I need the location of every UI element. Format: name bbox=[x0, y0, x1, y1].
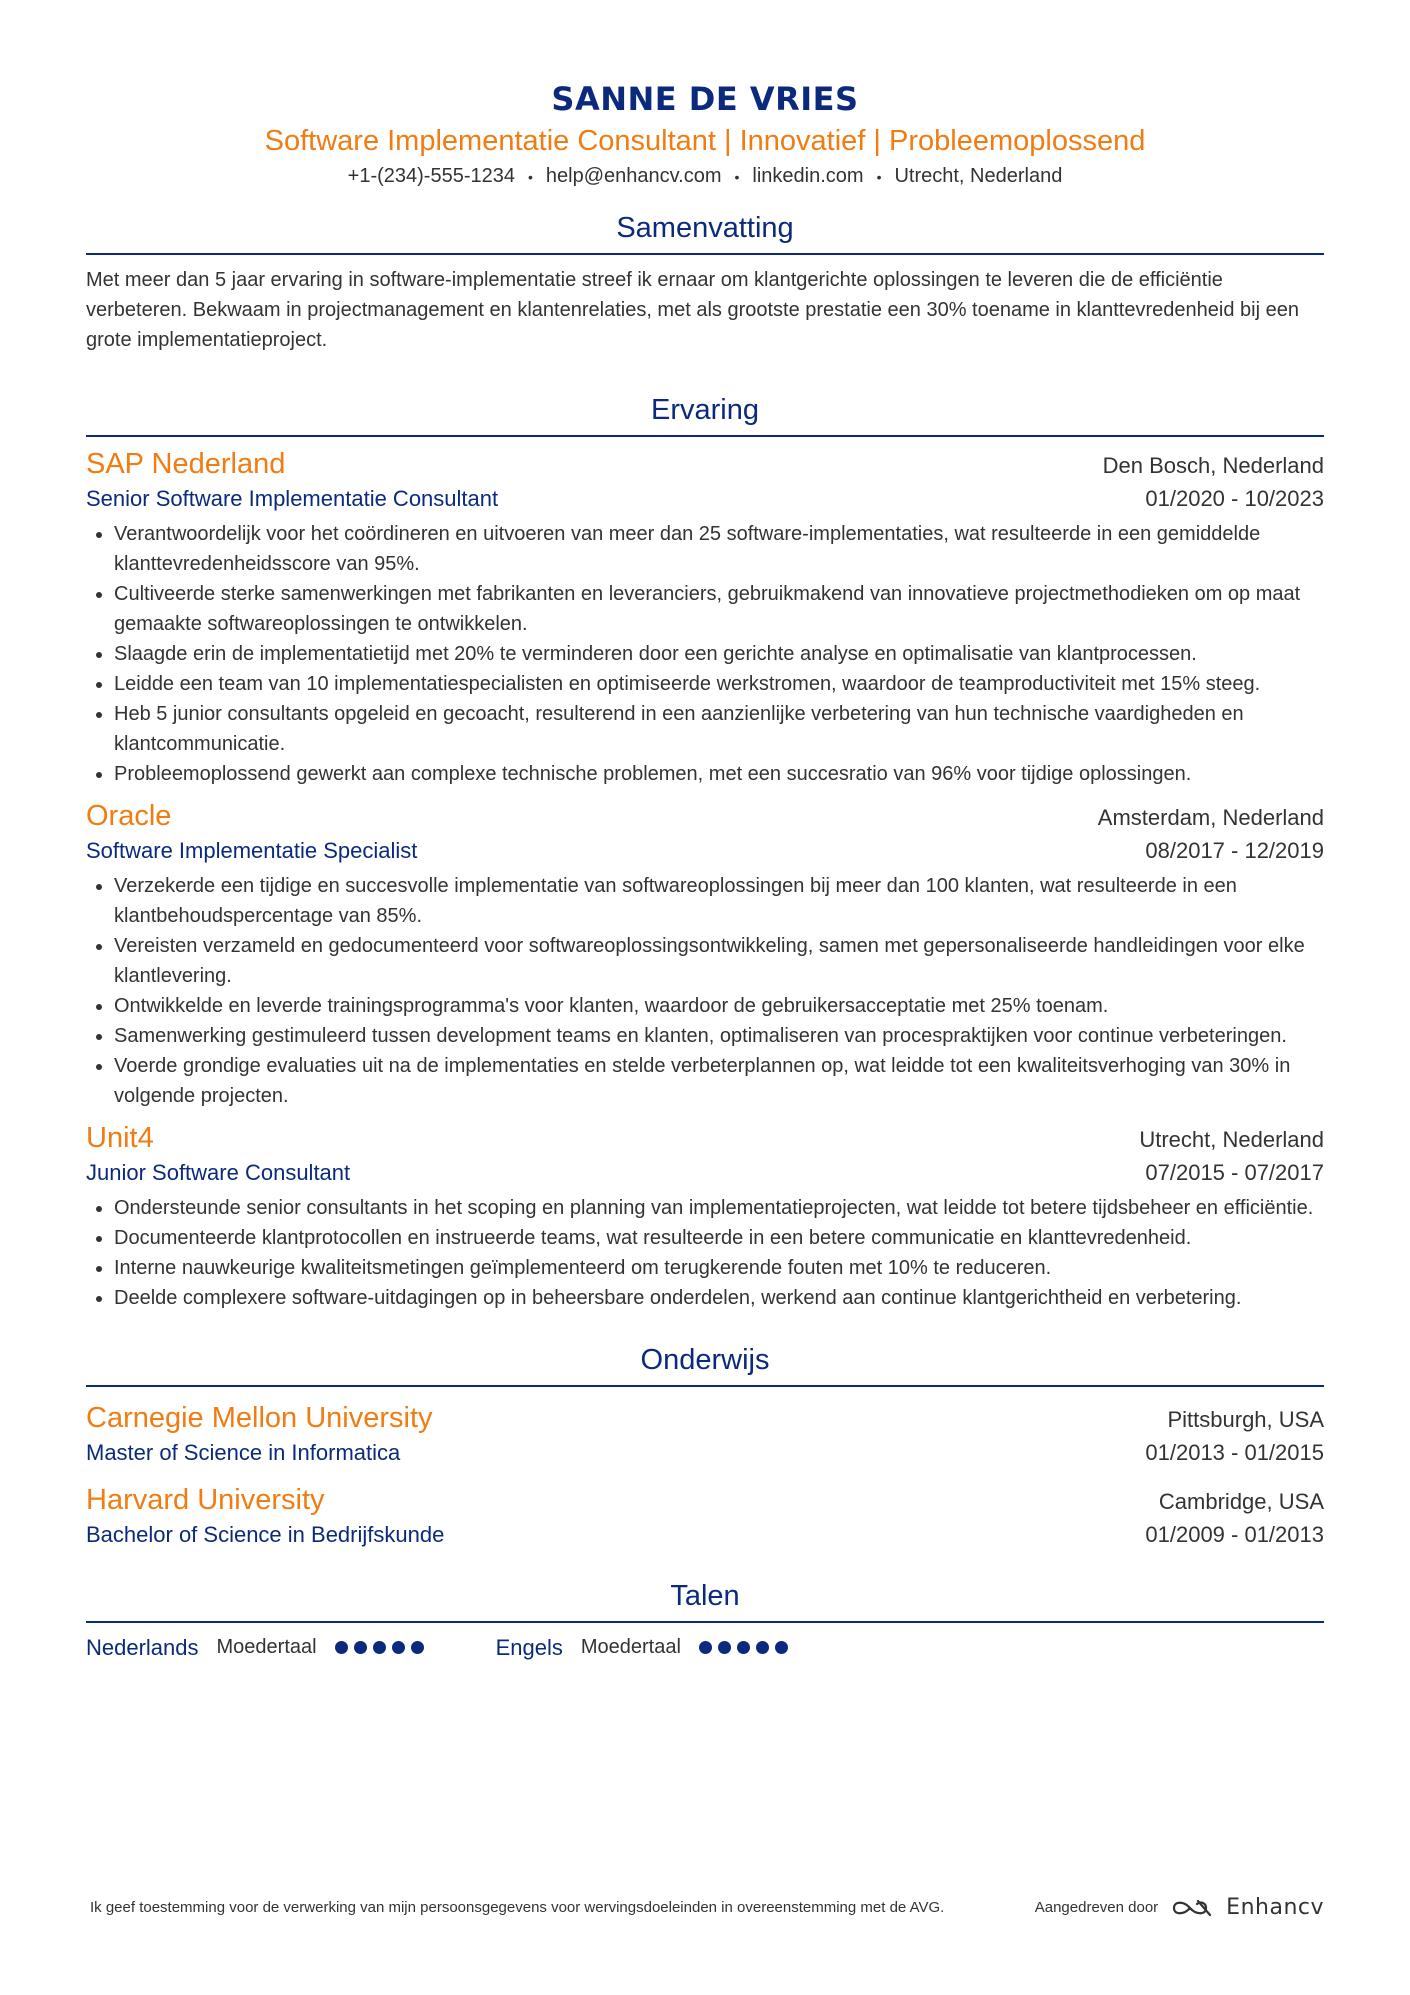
experience-entry bbox=[86, 1119, 1324, 1313]
contact-line bbox=[86, 162, 1324, 191]
job-bullet: • Cultiveerde sterke samenwerkingen met fabrikanten en leveranciers, gebruikmakend van innovatieve projectmethodieken om op maat gemaakte softwareoplossingen te ontwikkelen. bbox=[114, 579, 1324, 639]
job-bullet-list bbox=[86, 1193, 1324, 1313]
education-header-row bbox=[86, 1399, 1324, 1437]
school-location: Cambridge, USA bbox=[1158, 1488, 1324, 1514]
section-divider bbox=[86, 435, 1324, 437]
proficiency-dot bbox=[737, 1641, 750, 1654]
language-entry bbox=[496, 1635, 794, 1661]
job-role: Senior Software Implementatie Consultant bbox=[86, 485, 499, 511]
company-name: Oracle bbox=[86, 799, 172, 832]
company-name: Unit4 bbox=[86, 1121, 154, 1154]
experience-header-row bbox=[86, 1119, 1324, 1157]
language-level: Moedertaal bbox=[216, 1636, 317, 1659]
proficiency-dot bbox=[411, 1641, 424, 1654]
experience-role-row bbox=[86, 483, 1324, 515]
summary-text: Met meer dan 5 jaar ervaring in software-implementatie streef ik ernaar om klantgerichte oplossingen te leveren die de efficiëntie verbeteren. Bekwaam in projectmanagement en klantenrelaties, met als grootste prestatie een 30% toename in klanttevredenheid bij een grote implementatieproject. bbox=[86, 268, 1299, 351]
language-level: Moedertaal bbox=[580, 1636, 681, 1659]
languages-section bbox=[86, 1577, 1324, 1661]
language-entry bbox=[86, 1635, 430, 1661]
job-bullet: • Verantwoordelijk voor het coördineren en uitvoeren van meer dan 25 software-implementaties, wat resulteerde in een gemiddelde klanttevredenheidsscore van 95%. bbox=[114, 519, 1324, 579]
contact-location: Utrecht, Nederland bbox=[894, 165, 1063, 187]
languages-list bbox=[86, 1635, 1324, 1661]
section-divider bbox=[86, 1621, 1324, 1623]
job-bullet: • Deelde complexere software-uitdagingen op in beheersbare onderdelen, werkend aan continue klantgerichtheid en verbetering. bbox=[114, 1283, 1324, 1313]
job-location: Den Bosch, Nederland bbox=[1102, 452, 1324, 478]
resume-footer bbox=[90, 1895, 1324, 1920]
education-degree-row bbox=[86, 1519, 1324, 1551]
section-title-languages: Talen bbox=[670, 1579, 740, 1612]
section-title-education: Onderwijs bbox=[640, 1343, 770, 1376]
experience-entry bbox=[86, 797, 1324, 1111]
proficiency-dot bbox=[718, 1641, 731, 1654]
proficiency-dot bbox=[335, 1641, 348, 1654]
experience-section bbox=[86, 391, 1324, 1313]
experience-header-row bbox=[86, 445, 1324, 483]
section-divider bbox=[86, 253, 1324, 255]
school-location: Pittsburgh, USA bbox=[1167, 1406, 1324, 1432]
contact-separator: • bbox=[876, 168, 882, 185]
job-bullet: • Heb 5 junior consultants opgeleid en gecoacht, resulterend in een aanzienlijke verbetering van hun technische vaardigheden en klantcommunicatie. bbox=[114, 699, 1324, 759]
degree-name: Bachelor of Science in Bedrijfskunde bbox=[86, 1521, 445, 1547]
proficiency-dot bbox=[775, 1641, 788, 1654]
powered-by-label: Aangedreven door bbox=[1034, 1899, 1159, 1916]
proficiency-dot bbox=[699, 1641, 712, 1654]
job-dates: 08/2017 - 12/2019 bbox=[1145, 837, 1324, 863]
resume-header bbox=[86, 0, 1324, 191]
job-bullet: • Voerde grondige evaluaties uit na de implementaties en stelde verbeterplannen op, wat leidde tot een kwaliteitsverhoging van 30% in volgende projecten. bbox=[114, 1051, 1324, 1111]
proficiency-dots bbox=[335, 1641, 430, 1654]
job-bullet-list bbox=[86, 519, 1324, 789]
education-list bbox=[86, 1399, 1324, 1551]
education-dates: 01/2013 - 01/2015 bbox=[1145, 1439, 1324, 1465]
experience-role-row bbox=[86, 1157, 1324, 1189]
enhancv-brand-name: Enhancv bbox=[1226, 1895, 1324, 1920]
contact-phone: +1-(234)-555-1234 bbox=[347, 165, 515, 187]
language-name: Engels bbox=[495, 1634, 563, 1660]
candidate-name: SANNE DE VRIES bbox=[551, 80, 859, 118]
job-bullet-list bbox=[86, 871, 1324, 1111]
job-role: Junior Software Consultant bbox=[86, 1159, 351, 1185]
proficiency-dot bbox=[373, 1641, 386, 1654]
job-location: Amsterdam, Nederland bbox=[1097, 804, 1324, 830]
job-bullet: • Vereisten verzameld en gedocumenteerd voor softwareoplossingsontwikkeling, samen met gepersonaliseerde handleidingen voor elke klantlevering. bbox=[114, 931, 1324, 991]
enhancv-logo-icon bbox=[1170, 1896, 1218, 1920]
job-bullet: • Samenwerking gestimuleerd tussen development teams en klanten, optimaliseren van procespraktijken voor continue verbeteringen. bbox=[114, 1021, 1324, 1051]
job-dates: 07/2015 - 07/2017 bbox=[1145, 1159, 1324, 1185]
job-bullet: • Leidde een team van 10 implementatiespecialisten en optimiseerde werkstromen, waardoor de teamproductiviteit met 15% steeg. bbox=[114, 669, 1324, 699]
section-title-summary: Samenvatting bbox=[616, 211, 794, 244]
experience-role-row bbox=[86, 835, 1324, 867]
education-dates: 01/2009 - 01/2013 bbox=[1145, 1521, 1324, 1547]
proficiency-dot bbox=[354, 1641, 367, 1654]
contact-email: help@enhancv.com bbox=[545, 165, 722, 187]
job-bullet: • Probleemoplossend gewerkt aan complexe technische problemen, met een succesratio van 96% voor tijdige oplossingen. bbox=[114, 759, 1324, 789]
job-dates: 01/2020 - 10/2023 bbox=[1145, 485, 1324, 511]
proficiency-dot bbox=[392, 1641, 405, 1654]
powered-by bbox=[1035, 1895, 1324, 1920]
candidate-tagline: Software Implementatie Consultant | Innovatief | Probleemoplossend bbox=[264, 125, 1146, 157]
proficiency-dot bbox=[756, 1641, 769, 1654]
contact-linkedin: linkedin.com bbox=[752, 165, 864, 187]
section-divider bbox=[86, 1385, 1324, 1387]
education-section bbox=[86, 1341, 1324, 1551]
job-bullet: • Slaagde erin de implementatietijd met 20% te verminderen door een gerichte analyse en optimalisatie van klantprocessen. bbox=[114, 639, 1324, 669]
experience-entry bbox=[86, 445, 1324, 789]
job-bullet: • Ontwikkelde en leverde trainingsprogramma's voor klanten, waardoor de gebruikersacceptatie met 25% toenam. bbox=[114, 991, 1324, 1021]
contact-separator: • bbox=[527, 168, 533, 185]
education-header-row bbox=[86, 1481, 1324, 1519]
job-bullet: • Verzekerde een tijdige en succesvolle implementatie van softwareoplossingen bij meer dan 100 klanten, wat resulteerde in een klantbehoudspercentage van 85%. bbox=[114, 871, 1324, 931]
job-role: Software Implementatie Specialist bbox=[86, 837, 418, 863]
company-name: SAP Nederland bbox=[86, 447, 286, 480]
gdpr-consent-text: Ik geef toestemming voor de verwerking van mijn persoonsgegevens voor wervingsdoeleinden in overeenstemming met de AVG. bbox=[90, 1898, 945, 1916]
experience-header-row bbox=[86, 797, 1324, 835]
school-name: Carnegie Mellon University bbox=[86, 1401, 433, 1434]
school-name: Harvard University bbox=[86, 1483, 325, 1516]
education-entry bbox=[86, 1481, 1324, 1551]
education-entry bbox=[86, 1399, 1324, 1469]
contact-separator: • bbox=[734, 168, 740, 185]
degree-name: Master of Science in Informatica bbox=[86, 1439, 401, 1465]
section-title-experience: Ervaring bbox=[651, 393, 759, 426]
language-name: Nederlands bbox=[86, 1634, 199, 1660]
summary-section bbox=[86, 209, 1324, 355]
job-bullet: • Ondersteunde senior consultants in het scoping en planning van implementatieprojecten, wat leidde tot betere tijdsbeheer en efficiëntie. bbox=[114, 1193, 1324, 1223]
job-location: Utrecht, Nederland bbox=[1139, 1126, 1324, 1152]
job-bullet: • Interne nauwkeurige kwaliteitsmetingen geïmplementeerd om terugkerende fouten met 10% te reduceren. bbox=[114, 1253, 1324, 1283]
education-degree-row bbox=[86, 1437, 1324, 1469]
experience-list bbox=[86, 445, 1324, 1313]
job-bullet: • Documenteerde klantprotocollen en instrueerde teams, wat resulteerde in een betere communicatie en klanttevredenheid. bbox=[114, 1223, 1324, 1253]
proficiency-dots bbox=[699, 1641, 794, 1654]
